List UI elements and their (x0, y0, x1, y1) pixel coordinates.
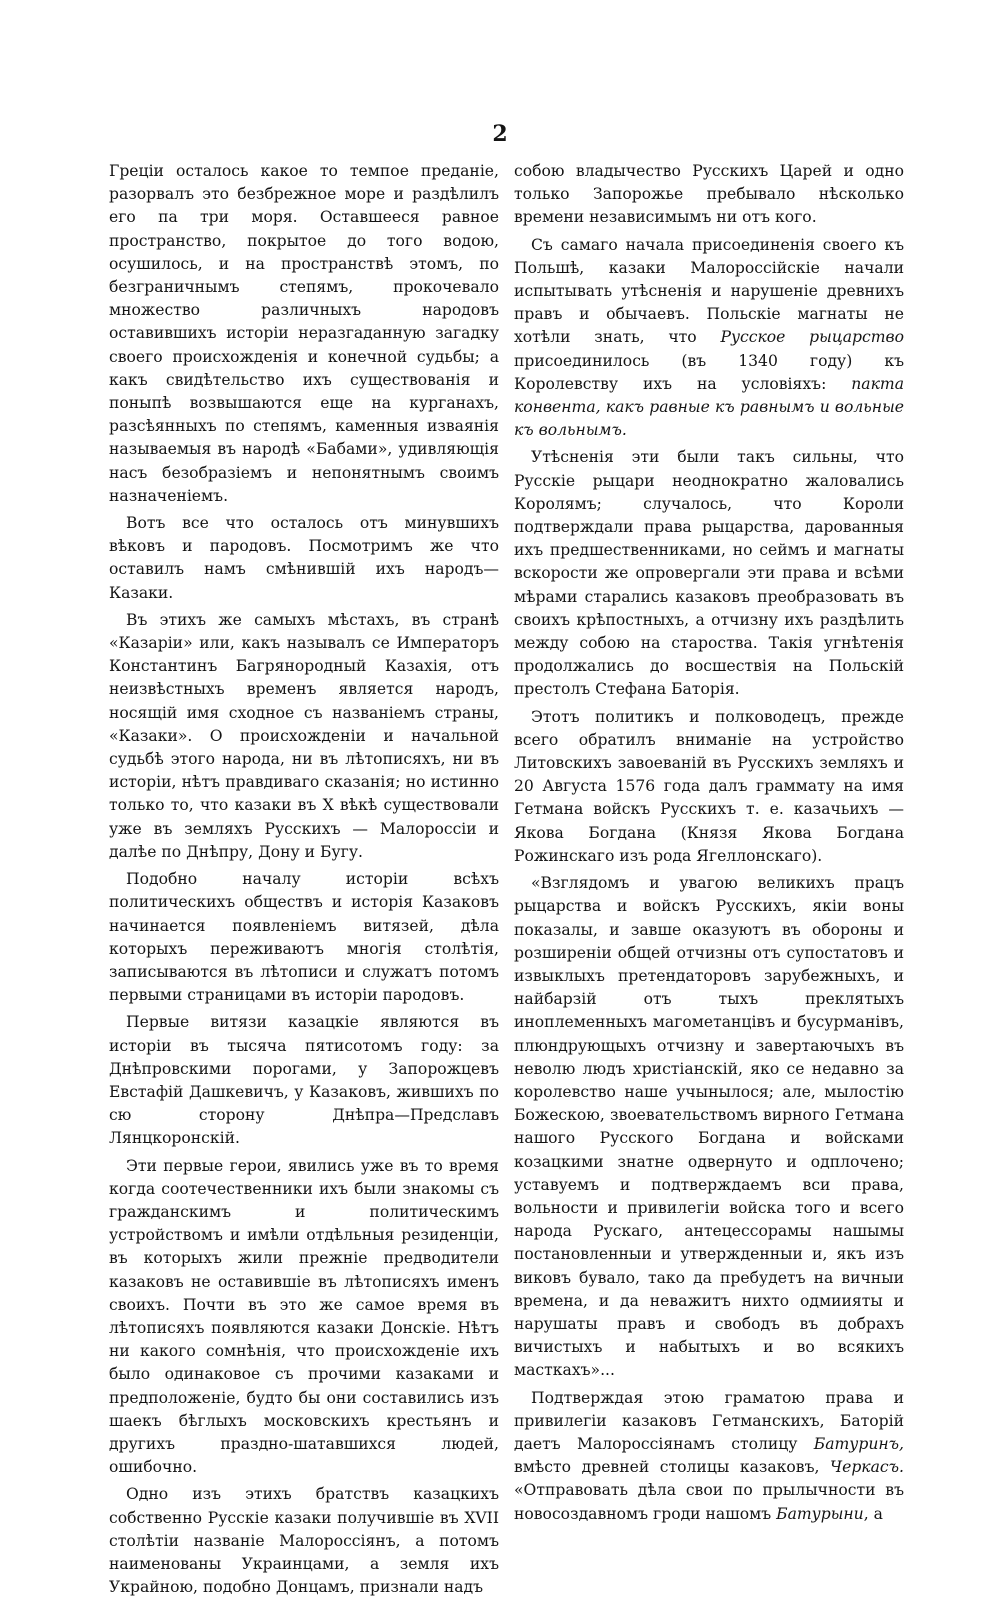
page-number: 2 (492, 121, 508, 147)
right-column (514, 160, 904, 1530)
paragraph: Утѣсненія эти были такъ сильны, что Русскіе рыцари неоднократно жаловались Королямъ; случалось, что Короли подтверждали права рыцарства, дарованныя ихъ предшественниками, но сеймъ и магнаты вскорости же опровергали эти права и всѣми мѣрами старались казаковъ преобразовать въ своихъ крѣпостныхъ, а отчизну ихъ раздѣлить между собою на староства. Такія угнѣтенія продолжались до восшествія на Польскій престолъ Стефана Баторія. (514, 448, 904, 699)
text-run: присоединилось (въ 1340 году) къ Королевству ихъ на условіяхъ: (514, 351, 904, 393)
paragraph: Этотъ политикъ и полководецъ, прежде всего обратилъ вниманіе на устройство Литовскихъ завоеваній въ Русскихъ земляхъ и 20 Августа 1576 года далъ граммату на имя Гетмана войскъ Русскихъ т. е. казачьихъ — Якова Богдана (Князя Якова Богдана Рожинскаго изъ рода Ягеллонскаго). (514, 707, 904, 865)
emphasis: Русское рыцарство (720, 328, 904, 347)
paragraph: Одно изъ этихъ братствъ казацкихъ собственно Русскіе казаки получившіе въ XVII столѣтіи названіе Малороссіянъ, а потомъ наименованы Украинцами, а земля ихъ Украйною, подобно Донцамъ, признали надъ (109, 1485, 499, 1597)
paragraph (514, 234, 904, 443)
quotation: «Взглядомъ и увагою великихъ працъ рыцарства и войскъ Русскихъ, якіи воны показалы, и завше оказуютъ въ обороны и розширеніи общей отчизны отъ супостатовъ и извыклыхъ претендаторовъ зарубежныхъ, и найбарзій отъ тыхъ преклятыхъ иноплеменныхъ магометанцівъ и бусурманівъ, плюндрующыхъ отчизну и завертаючыхъ въ неволю людъ христіанскій, яко се недавно за королевство наше учынылося; але, мылостію Божескою, звоевательствомъ вирного Гетмана нашого Русского Богдана и войсками козацкими знатне одвернуто и одплочено; уставуемъ и подтверждаемъ вси права, вольности и привилегіи войска того и всего народа Рускаго, антецессорамы нашымы постановленныи и утвержденныи и, якъ изъ виковъ бувало, тако да пребудетъ на вичныи времена, и да неважитъ нихто одмиияты и нарушаты правъ и свободъ въ добрахъ вичистыхъ и набытыхъ и во всякихъ масткахъ»... (514, 874, 904, 1380)
text-run: вмѣсто древней столицы казаковъ, (514, 1458, 831, 1477)
paragraph: Вотъ все что осталось отъ минувшихъ вѣковъ и пародовъ. Посмотримъ же что оставилъ намъ смѣнившій ихъ народъ—Казаки. (109, 514, 499, 602)
text-run: Подтверждая этою граматою права и привилегіи казаковъ Гетманскихъ, Баторій даетъ Малороссіянамъ столицу (514, 1388, 904, 1453)
emphasis: Черкасъ. (830, 1458, 904, 1477)
emphasis: Батуринъ, (813, 1434, 904, 1453)
paragraph: Первые витязи казацкіе являются въ исторіи въ тысяча пятисотомъ году: за Днѣпровскими порогами, у Запорожцевъ Евстафій Дашкевичъ, у Казаковъ, жившихъ по сю сторону Днѣпра—Предславъ Лянцкоронскій. (109, 1013, 499, 1148)
paragraph: Греціи осталось какое то темпое преданіе, разорвалъ это безбрежное море и раздѣлилъ его па три моря. Оставшееся равное пространство, покрытое до того водою, осушилось, и на пространствѣ этомъ, по безграничнымъ степямъ, прокочевало множество различныхъ народовъ оставившихъ исторіи неразгаданную загадку своего происхожденія и конечной судьбы; а какъ свидѣтельство ихъ существованія и поныпѣ возвышаются еще на курганахъ, разсѣянныхъ по степямъ, каменныя изваянія называемыя въ народѣ «Бабами», удивляющія насъ безобразіемъ и непонятнымъ своимъ назначеніемъ. (109, 162, 499, 505)
text-run: «Отправовать дѣла свои по прылычности въ новосоздавномъ гроди нашомъ (514, 1481, 904, 1523)
paragraph (514, 1387, 904, 1526)
paragraph: Эти первые герои, явились уже въ то время когда соотечественники ихъ были знакомы съ гражданскимъ и политическимъ устройствомъ и имѣли отдѣльныя резиденціи, въ которыхъ жили прежніе предводители казаковъ не оставившіе въ лѣтописяхъ именъ своихъ. Почти въ это же самое время въ лѣтописяхъ появляются казаки Донскіе. Нѣтъ ни какого сомнѣнія, что происхожденіе ихъ было одинаковое съ прочими казаками и предположеніе, будто бы они составились изъ шаекъ бѣглыхъ московскихъ крестьянъ и другихъ праздно-шатавшихся людей, ошибочно. (109, 1156, 499, 1477)
left-column (109, 160, 499, 1603)
paragraph: Подобно началу исторіи всѣхъ политическихъ обществъ и исторія Казаковъ начинается появленіемъ витязей, дѣла которыхъ переживаютъ многія столѣтія, записываются въ лѣтописи и служатъ потомъ первыми страницами въ исторіи пародовъ. (109, 870, 499, 1005)
emphasis: Батурыни (776, 1504, 864, 1523)
text-run: , а (863, 1504, 883, 1523)
paragraph: Въ этихъ же самыхъ мѣстахъ, въ странѣ «Казаріи» или, какъ называлъ се Императоръ Константинъ Багрянородный Казахія, отъ неизвѣстныхъ временъ является народъ, носящій имя сходное съ названіемъ страны, «Казаки». О происхожденіи и начальной судьбѣ этого народа, ни въ лѣтописяхъ, ни въ исторіи, нѣтъ правдиваго сказанія; но истинно только то, что казаки въ X вѣкѣ существовали уже въ земляхъ Русскихъ — Малороссіи и далѣе по Днѣпру, Дону и Бугу. (109, 610, 499, 861)
paragraph: собою владычество Русскихъ Царей и одно только Запорожье пребывало нѣсколько времени независимымъ ни отъ кого. (514, 162, 904, 227)
text-run: Съ самаго начала присоединенія своего къ Польшѣ, казаки Малороссійскіе начали испытывать утѣсненія и нарушеніе древнихъ правъ и обычаевъ. Польскіе магнаты не хотѣли знать, что (514, 235, 904, 347)
emphasis: пакта конвента, какъ равные къ равнымъ и вольные къ вольнымъ. (514, 374, 904, 440)
